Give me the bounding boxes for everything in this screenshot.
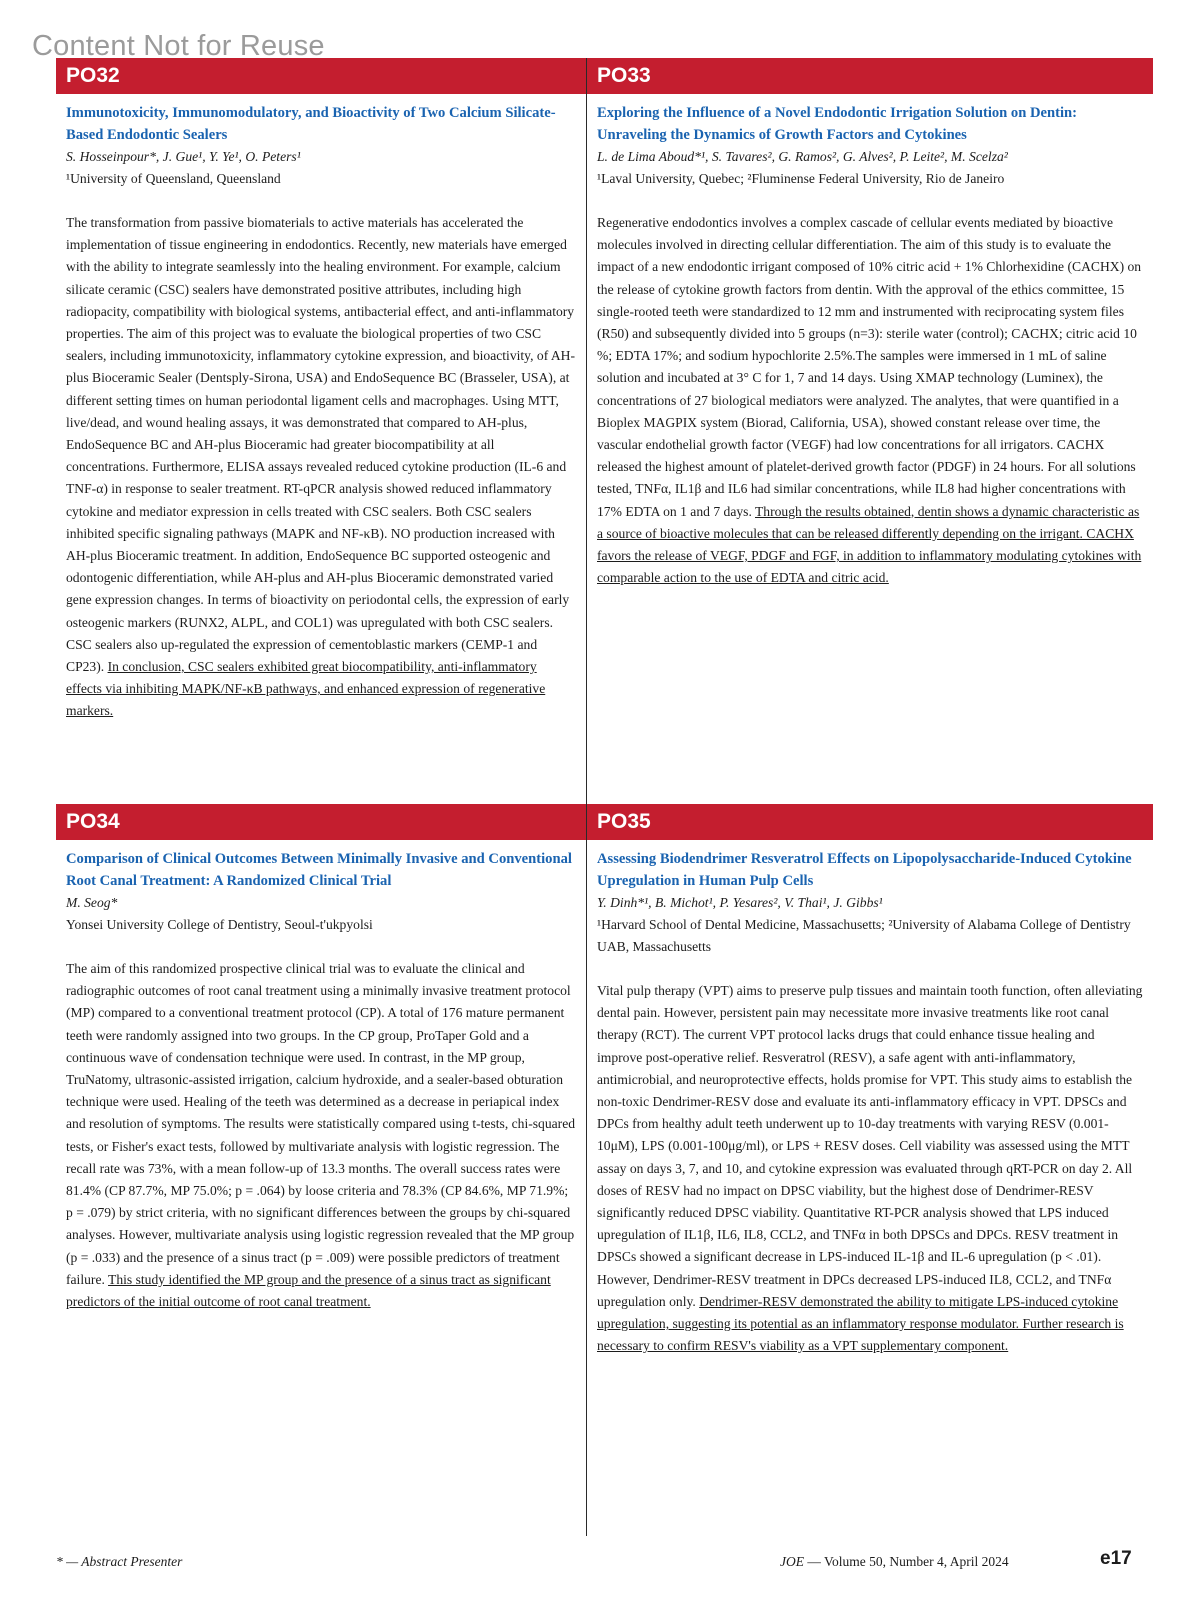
abstract-title: Comparison of Clinical Outcomes Between Minimally Invasive and Conventional Root Canal Treatment: A Randomized Clinical Trial: [66, 851, 572, 889]
abstract-body-text: The transformation from passive biomaterials to active materials has accelerated the implementation of tissue engineering in endodontics. Recently, new materials have emerged with the ability to integrate seamlessly into the healing environment. For example, calcium silicate ceramic (CSC) sealers have demonstrated positive attributes, including high radiopacity, compatibility with biological systems, antibacterial effect, and anti-inflammatory properties. The aim of this project was to evaluate the biological properties of two CSC sealers, including immunotoxicity, inflammatory cytokine expression, and bioactivity, of AH-plus Bioceramic Sealer (Dentsply-Sirona, USA) and EndoSequence BC (Brasseler, USA), at different setting times on human periodontal ligament cells and macrophages. Using MTT, live/dead, and wound healing assays, it was demonstrated that compared to AH-plus, EndoSequence BC and AH-plus Bioceramic had greater biocompatibility at all concentrations. Furthermore, ELISA assays revealed reduced cytokine production (IL-6 and TNF-α) in response to sealer treatment. RT-qPCR analysis showed reduced inflammatory cytokine and mediator expression in cells treated with CSC sealers. Both CSC sealers inhibited specific signaling pathways (MAPK and NF-κB). NO production increased with AH-plus Bioceramic treatment. In addition, EndoSequence BC supported osteogenic and odontogenic differentiation, while AH-plus and AH-plus Bioceramic demonstrated varied gene expression changes. In terms of bioactivity on periodontal cells, the expression of early osteogenic markers (RUNX2, ALPL, and COL1) was upregulated with both CSC sealers. CSC sealers also up-regulated the expression of cementoblastic markers (CEMP-1 and CP23).: [66, 215, 576, 675]
abstract-body: [66, 212, 576, 723]
page-number: e17: [1100, 1548, 1132, 1569]
footer-journal: JOE: [780, 1554, 804, 1569]
abstract-body: [597, 980, 1143, 1357]
abstract-conclusion: Through the results obtained, dentin shows a dynamic characteristic as a source of bioactive molecules that can be released differently depending on the irrigant. CACHX favors the release of VEGF, PDGF and FGF, in addition to inflammatory modulating cytokines with comparable action to the use of EDTA and citric acid.: [597, 503, 1142, 586]
abstract-po33: [587, 58, 1153, 589]
abstract-code-header: PO32: [56, 58, 586, 94]
abstract-po34: [56, 804, 586, 1313]
abstract-body: [597, 212, 1143, 589]
abstract-affiliation: ¹University of Queensland, Queensland: [66, 171, 281, 186]
abstract-po32: [56, 58, 586, 723]
abstract-code-header: PO34: [56, 804, 586, 840]
abstract-authors: L. de Lima Aboud*¹, S. Tavares², G. Ramos², G. Alves², P. Leite², M. Scelza²: [597, 149, 1008, 164]
abstract-body-text: The aim of this randomized prospective clinical trial was to evaluate the clinical and radiographic outcomes of root canal treatment using a minimally invasive treatment protocol (MP) compared to a conventional treatment protocol (CP). A total of 176 mature permanent teeth were randomly assigned into two groups. In the CP group, ProTaper Gold and a continuous wave of condensation technique were used. In contrast, in the MP group, TruNatomy, ultrasonic-assisted irrigation, calcium hydroxide, and a sealer-based obturation technique were used. Healing of the teeth was determined as a decrease in periapical index and resolution of symptoms. The results were statistically compared using t-tests, chi-squared tests, or Fisher's exact tests, followed by multivariate analysis with logistic regression. The recall rate was 73%, with a mean follow-up of 13.3 months. The overall success rates were 81.4% (CP 87.7%, MP 75.0%; p = .064) by loose criteria and 78.3% (CP 84.6%, MP 71.9%; p = .079) by strict criteria, with no significant differences between the groups by chi-squared analyses. However, multivariate analysis using logistic regression revealed that the MP group (p = .033) and the presence of a sinus tract (p = .009) were possible predictors of treatment failure.: [66, 961, 576, 1287]
abstract-body-text: Vital pulp therapy (VPT) aims to preserve pulp tissues and maintain tooth function, often alleviating dental pain. However, persistent pain may necessitate more invasive treatments like root canal therapy (RCT). The current VPT protocol lacks drugs that could enhance tissue healing and improve post-operative relief. Resveratrol (RESV), a safe agent with anti-inflammatory, antimicrobial, and neuroprotective effects, holds promise for VPT. This study aims to establish the non-toxic Dendrimer-RESV dose and evaluate its anti-inflammatory efficacy in VPT. DPSCs and DPCs from healthy adult teeth underwent up to 10-day treatments with varying RESV (0.001-10μM), LPS (0.001-100μg/ml), or LPS + RESV doses. Cell viability was assessed using the MTT assay on days 3, 7, and 10, and cytokine expression was evaluated through qRT-PCR on day 2. All doses of RESV had no impact on DPSC viability, but the highest dose of Dendrimer-RESV significantly reduced DPSC viability. Quantitative RT-PCR analysis showed that LPS induced upregulation of IL1β, IL6, IL8, CCL2, and TNFα in both DPSCs and DPCs. RESV treatment in DPSCs showed a significant decrease in LPS-induced IL-1β and IL-6 upregulation (p < .01). However, Dendrimer-RESV treatment in DPCs decreased LPS-induced IL8, CCL2, and TNFα upregulation only.: [597, 983, 1143, 1309]
abstract-conclusion: Dendrimer-RESV demonstrated the ability to mitigate LPS-induced cytokine upregulation, suggesting its potential as an inflammatory response modulator. Further research is necessary to confirm RESV's viability as a VPT supplementary component.: [597, 1293, 1124, 1354]
abstract-conclusion: This study identified the MP group and the presence of a sinus tract as significant predictors of the initial outcome of root canal treatment.: [66, 1271, 551, 1310]
footer-citation: [780, 1554, 1009, 1570]
abstract-title: Exploring the Influence of a Novel Endodontic Irrigation Solution on Dentin: Unraveling the Dynamics of Growth Factors and Cytokines: [597, 105, 1078, 143]
abstract-po35: [587, 804, 1153, 1357]
abstract-title: Assessing Biodendrimer Resveratrol Effects on Lipopolysaccharide-Induced Cytokine Upregulation in Human Pulp Cells: [597, 851, 1132, 889]
abstract-body-text: Regenerative endodontics involves a complex cascade of cellular events mediated by bioactive molecules involved in directing cellular differentiation. The aim of this study is to evaluate the impact of a new endodontic irrigant composed of 10% citric acid + 1% Chlorhexidine (CACHX) on the release of cytokine growth factors from dentin. With the approval of the ethics committee, 15 single-rooted teeth were standardized to 12 mm and instrumented with reciprocating system files (R50) and subsequently divided into 5 groups (n=3): sterile water (control); CACHX; citric acid 10 %; EDTA 17%; and sodium hypochlorite 2.5%.The samples were immersed in 1 mL of saline solution and incubated at 3° C for 1, 7 and 14 days. Using XMAP technology (Luminex), the concentrations of 27 biological mediators were analyzed. The analytes, that were quantified in a Bioplex MAGPIX system (Biorad, California, USA), showed constant release over time, the vascular endothelial growth factor (VEGF) had low concentrations for all irrigators. CACHX released the highest amount of platelet-derived growth factor (PDGF) in 24 hours. For all solutions tested, TNFα, IL1β and IL6 had similar concentrations, while IL8 had higher concentrations with 17% EDTA on 1 and 7 days.: [597, 215, 1142, 519]
abstract-authors: S. Hosseinpour*, J. Gue¹, Y. Ye¹, O. Peters¹: [66, 149, 301, 164]
abstract-authors: M. Seog*: [66, 895, 118, 910]
abstract-authors: Y. Dinh*¹, B. Michot¹, P. Yesares², V. Thai¹, J. Gibbs¹: [597, 895, 883, 910]
footer-presenter-note: * — Abstract Presenter: [56, 1554, 183, 1569]
abstract-affiliation: Yonsei University College of Dentistry, Seoul-t'ukpyolsi: [66, 917, 373, 932]
watermark: Content Not for Reuse: [32, 30, 325, 62]
footer-issue: — Volume 50, Number 4, April 2024: [804, 1554, 1009, 1569]
abstract-conclusion: In conclusion, CSC sealers exhibited great biocompatibility, anti-inflammatory effects via inhibiting MAPK/NF-κB pathways, and enhanced expression of regenerative markers.: [66, 659, 546, 719]
abstract-title: Immunotoxicity, Immunomodulatory, and Bioactivity of Two Calcium Silicate-Based Endodontic Sealers: [66, 105, 556, 143]
abstract-affiliation: ¹Laval University, Quebec; ²Fluminense Federal University, Rio de Janeiro: [597, 171, 1005, 186]
abstract-code-header: PO33: [587, 58, 1153, 94]
abstract-body: [66, 958, 576, 1313]
abstract-code-header: PO35: [587, 804, 1153, 840]
abstract-affiliation: ¹Harvard School of Dental Medicine, Massachusetts; ²University of Alabama College of Dentistry UAB, Massachusetts: [597, 917, 1131, 954]
